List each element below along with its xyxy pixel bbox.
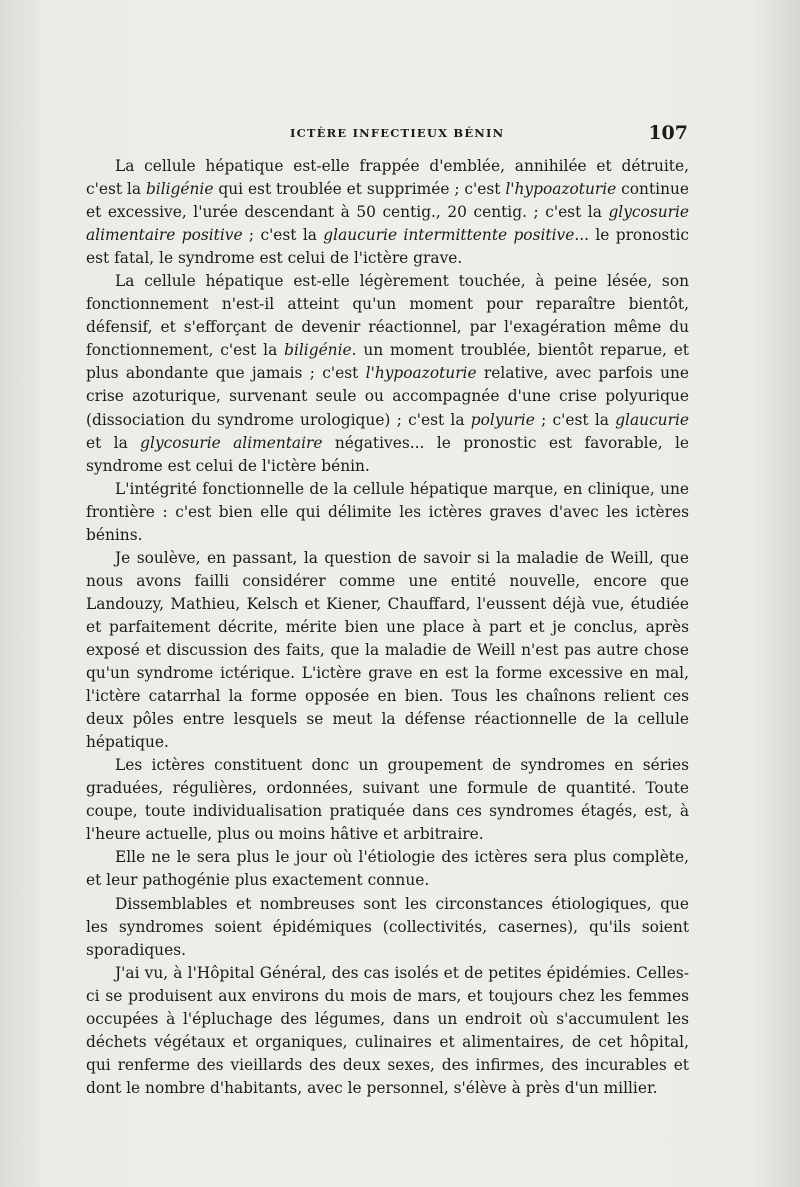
page-header [86, 120, 688, 146]
paragraph-6: Elle ne le sera plus le jour où l'étiologie des ictères sera plus complète, et leur pathogénie plus exactement connue. [86, 848, 689, 890]
paragraph-4: Je soulève, en passant, la question de savoir si la maladie de Weill, que nous avons failli considérer comme une entité nouvelle, encore que Landouzy, Mathieu, Kelsch et Kiener, Chauffard, l'eussent déjà vue, étudiée et parfaitement décrite, mérite bien une place à part et je conclus, après exposé et discussion des faits, que la maladie de Weill n'est pas autre chose qu'un syndrome ictérique. L'ictère grave en est la forme excessive en mal, l'ictère catarrhal la forme opposée en bien. Tous les chaînons relient ces deux pôles entre lesquels se meut la défense réactionnelle de la cellule hépatique. [86, 548, 689, 752]
paragraph-1: La cellule hépatique est-elle frappée d'emblée, annihilée et détruite, c'est la biligénie qui est troublée et supprimée ; c'est l'hypoazoturie continue et excessive, l'urée descendant à 50 centig., 20 centig. ; c'est la glycosurie alimentaire positive ; c'est la glaucurie intermittente positive... le pronostic est fatal, le syndrome est celui de l'ictère grave. [86, 157, 689, 268]
paragraph-2: La cellule hépatique est-elle légèrement touchée, à peine lésée, son fonctionnement n'est-il atteint qu'un moment pour reparaître bientôt, défensif, et s'efforçant de devenir réactionnel, par l'exagération même du fonctionnement, c'est la biligénie. un moment troublée, bientôt reparue, et plus abondante que jamais ; c'est l'hypoazoturie relative, avec parfois une crise azoturique, survenant seule ou accompagnée d'une crise polyurique (dissociation du syndrome urologique) ; c'est la polyurie ; c'est la glaucurie et la glycosurie alimentaire négatives... le pronostic est favorable, le syndrome est celui de l'ictère bénin. [86, 272, 690, 475]
paragraph-5: Les ictères constituent donc un groupement de syndromes en séries graduées, régulières, ordonnées, suivant une formule de quantité. Toute coupe, toute individualisation pratiquée dans ces syndromes étagés, est, à l'heure actuelle, plus ou moins hâtive et arbitraire. [86, 756, 689, 844]
page-number: 107 [648, 122, 688, 144]
paragraph-7: Dissemblables et nombreuses sont les circonstances étiologiques, que les syndromes soient épidémiques (collectivités, casernes), qu'ils soient sporadiques. [86, 894, 689, 959]
paragraph-8: J'ai vu, à l'Hôpital Général, des cas isolés et de petites épidémies. Celles-ci se produisent aux environs du mois de mars, et toujours chez les femmes occupées à l'épluchage des légumes, dans un endroit où s'accumulent les déchets végétaux et organiques, culinaires et alimentaires, de cet hôpital, qui renferme des vieillards des deux sexes, des infirmes, des incurables et dont le nombre d'habitants, avec le personnel, s'élève à près d'un millier. [86, 963, 689, 1097]
running-title: ICTÈRE INFECTIEUX BÉNIN [290, 126, 505, 140]
paragraph-3: L'intégrité fonctionnelle de la cellule hépatique marque, en clinique, une frontière : c'est bien elle qui délimite les ictères graves d'avec les ictères bénins. [86, 479, 689, 544]
body-text [86, 155, 689, 1100]
